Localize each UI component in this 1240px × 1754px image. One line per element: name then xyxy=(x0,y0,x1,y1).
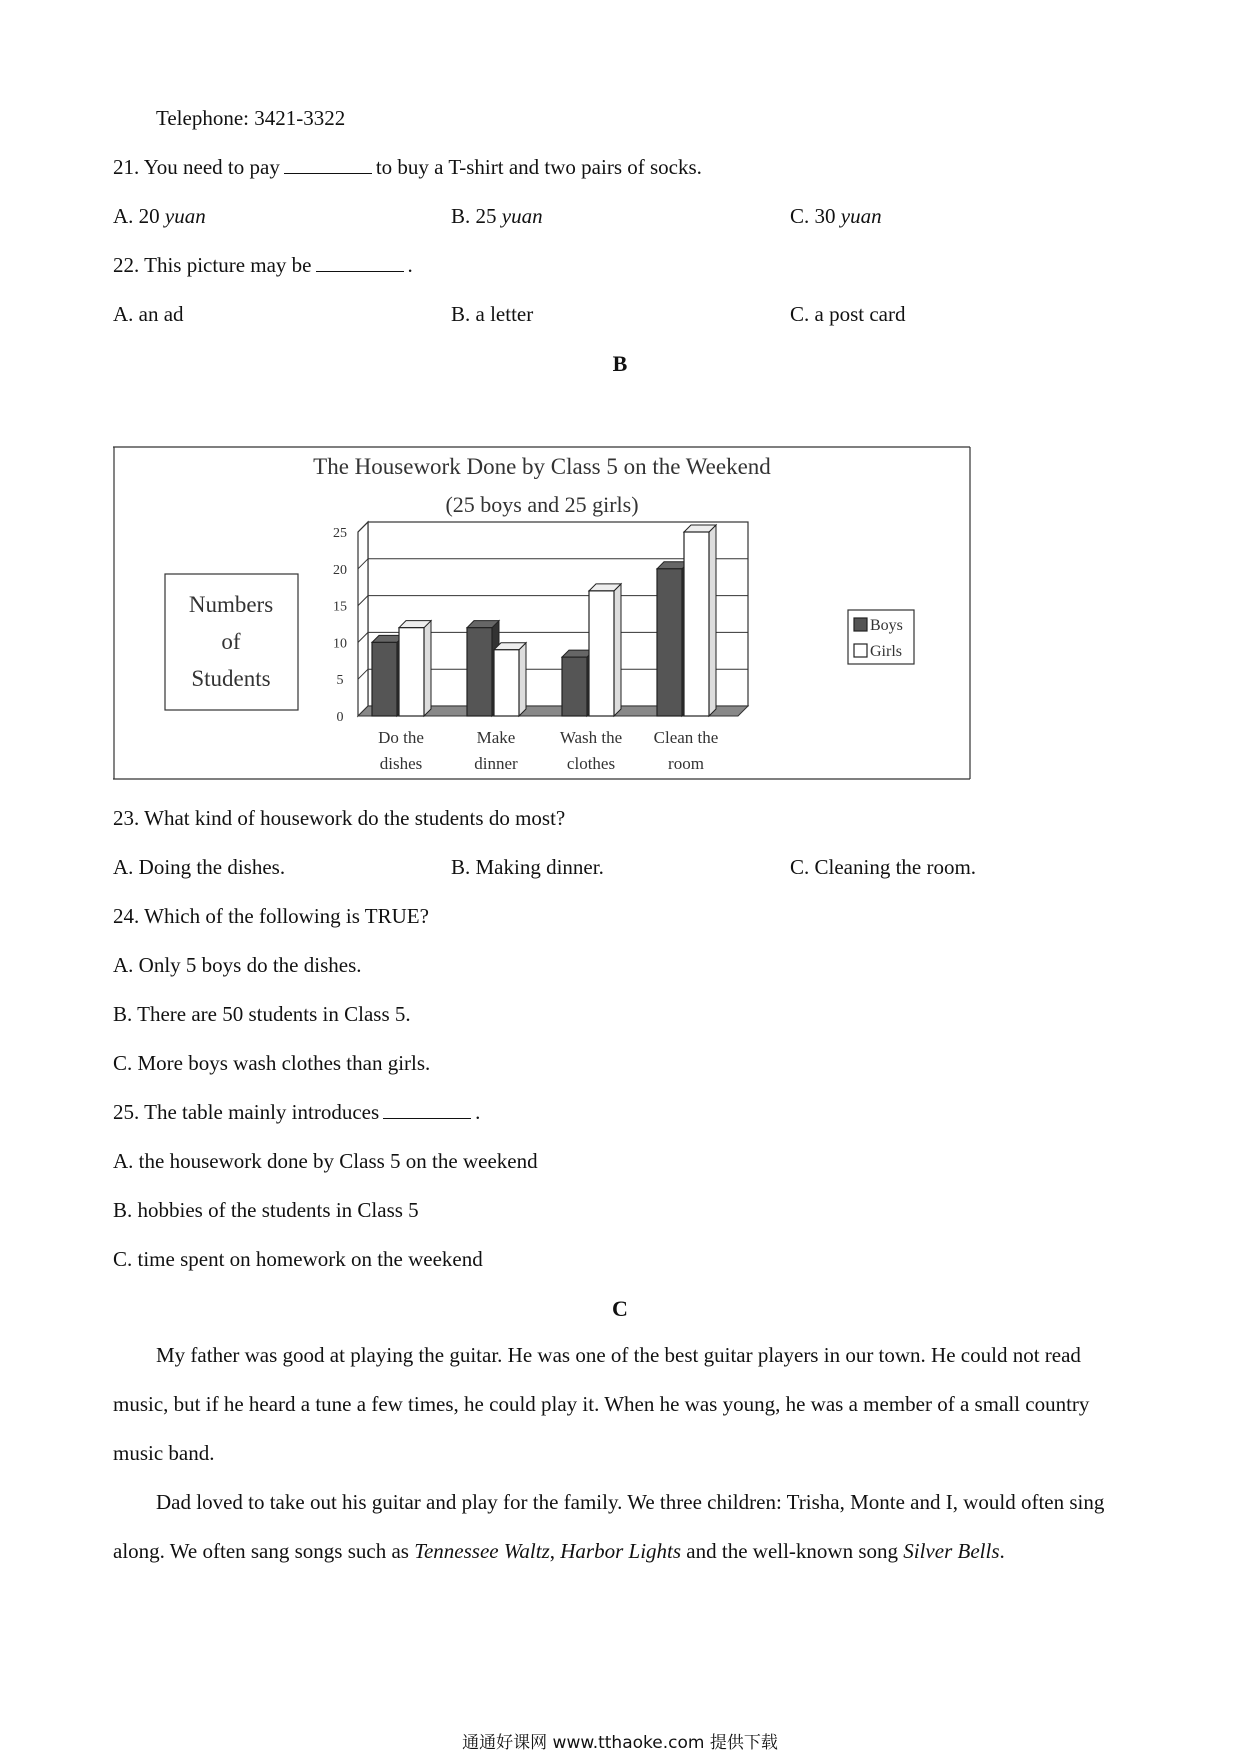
legend-label: Girls xyxy=(870,643,902,660)
bar-side-girls xyxy=(709,525,716,716)
question-23: 23. What kind of housework do the students do most? xyxy=(113,806,566,830)
bar-side-girls xyxy=(519,643,526,716)
question-21-after: to buy a T-shirt and two pairs of socks. xyxy=(375,155,702,179)
chart-title: The Housework Done by Class 5 on the Weekend xyxy=(313,454,771,479)
question-21-before: 21. You need to pay xyxy=(113,155,280,179)
song-title: Tennessee Waltz xyxy=(414,1539,550,1563)
q21-option-a: A. 20 yuan xyxy=(113,204,206,228)
bar-girls xyxy=(684,532,709,716)
bar-side-girls xyxy=(424,621,431,716)
q25-option-a: A. the housework done by Class 5 on the weekend xyxy=(113,1149,538,1173)
bar-girls xyxy=(589,591,614,716)
section-heading-c: C xyxy=(612,1296,628,1321)
q24-option-a: A. Only 5 boys do the dishes. xyxy=(113,953,362,977)
question-24: 24. Which of the following is TRUE? xyxy=(113,904,429,928)
q21-option-c: C. 30 yuan xyxy=(790,204,882,228)
bar-boys xyxy=(467,628,492,716)
y-tick-label: 15 xyxy=(333,599,347,615)
bar-boys xyxy=(657,569,682,716)
passage-paragraph-2: Dad loved to take out his guitar and play for the family. We three children: Trisha, Monte and I, would often sing along. We often sang songs such as Tennessee Waltz, Harbor Lights and the well-known song Silver Bells. xyxy=(113,1490,1105,1563)
q25-option-b: B. hobbies of the students in Class 5 xyxy=(113,1198,419,1222)
bar-girls xyxy=(399,628,424,716)
y-tick-label: 0 xyxy=(336,710,344,725)
ylabel-line: Numbers xyxy=(188,592,274,617)
category-label: room xyxy=(668,754,704,773)
song-title: Silver Bells xyxy=(903,1539,1000,1563)
q24-option-b: B. There are 50 students in Class 5. xyxy=(113,1002,411,1026)
y-tick-label: 25 xyxy=(333,526,347,541)
question-21 xyxy=(113,155,702,180)
category-label: Do the xyxy=(378,728,424,747)
category-label: dinner xyxy=(474,754,518,773)
q23-option-b: B. Making dinner. xyxy=(451,855,604,879)
page-footer: 通通好课网 www.tthaoke.com 提供下载 xyxy=(462,1733,778,1753)
q21-option-b: B. 25 yuan xyxy=(451,204,543,228)
question-25: 25. The table mainly introduces . xyxy=(113,1100,481,1124)
housework-chart xyxy=(113,446,973,781)
ylabel-line: Students xyxy=(191,666,271,691)
chart-subtitle: (25 boys and 25 girls) xyxy=(445,492,639,517)
category-label: dishes xyxy=(379,754,423,773)
q23-option-a: A. Doing the dishes. xyxy=(113,855,286,879)
ylabel-line: of xyxy=(221,629,241,654)
q24-option-c: C. More boys wash clothes than girls. xyxy=(113,1051,431,1075)
telephone-line: Telephone: 3421-3322 xyxy=(156,106,346,130)
q22-option-a: A. an ad xyxy=(113,302,184,326)
bar-boys xyxy=(372,642,397,716)
song-title: Harbor Lights xyxy=(560,1539,682,1563)
legend-swatch-girls xyxy=(854,644,867,657)
category-label: Clean the xyxy=(653,728,719,747)
bar-boys xyxy=(562,657,587,716)
category-label: clothes xyxy=(566,754,616,773)
answer-blank xyxy=(284,155,372,174)
passage-paragraph-1: My father was good at playing the guitar. He was one of the best guitar players in our town. He could not read music, but if he heard a tune a few times, he could play it. When he was young, he was a member of a small country music band. xyxy=(113,1343,1090,1465)
y-tick-label: 5 xyxy=(336,673,344,689)
legend-swatch-boys xyxy=(854,618,867,631)
y-tick-label: 10 xyxy=(333,636,347,652)
q25-option-c: C. time spent on homework on the weekend xyxy=(113,1247,483,1271)
category-label: Wash the xyxy=(559,728,623,747)
answer-blank xyxy=(383,1100,471,1119)
answer-blank xyxy=(316,253,404,272)
q22-option-b: B. a letter xyxy=(451,302,534,326)
section-heading-b: B xyxy=(612,351,628,376)
category-label: Make xyxy=(476,728,516,747)
y-tick-label: 20 xyxy=(333,562,347,578)
bar-side-girls xyxy=(614,584,621,716)
plot-left-wall xyxy=(358,522,368,716)
chart-canvas xyxy=(113,446,973,781)
q22-option-c: C. a post card xyxy=(790,302,906,326)
question-22: 22. This picture may be . xyxy=(113,253,413,277)
bar-girls xyxy=(494,650,519,716)
q23-option-c: C. Cleaning the room. xyxy=(790,855,977,879)
legend-label: Boys xyxy=(870,617,903,634)
